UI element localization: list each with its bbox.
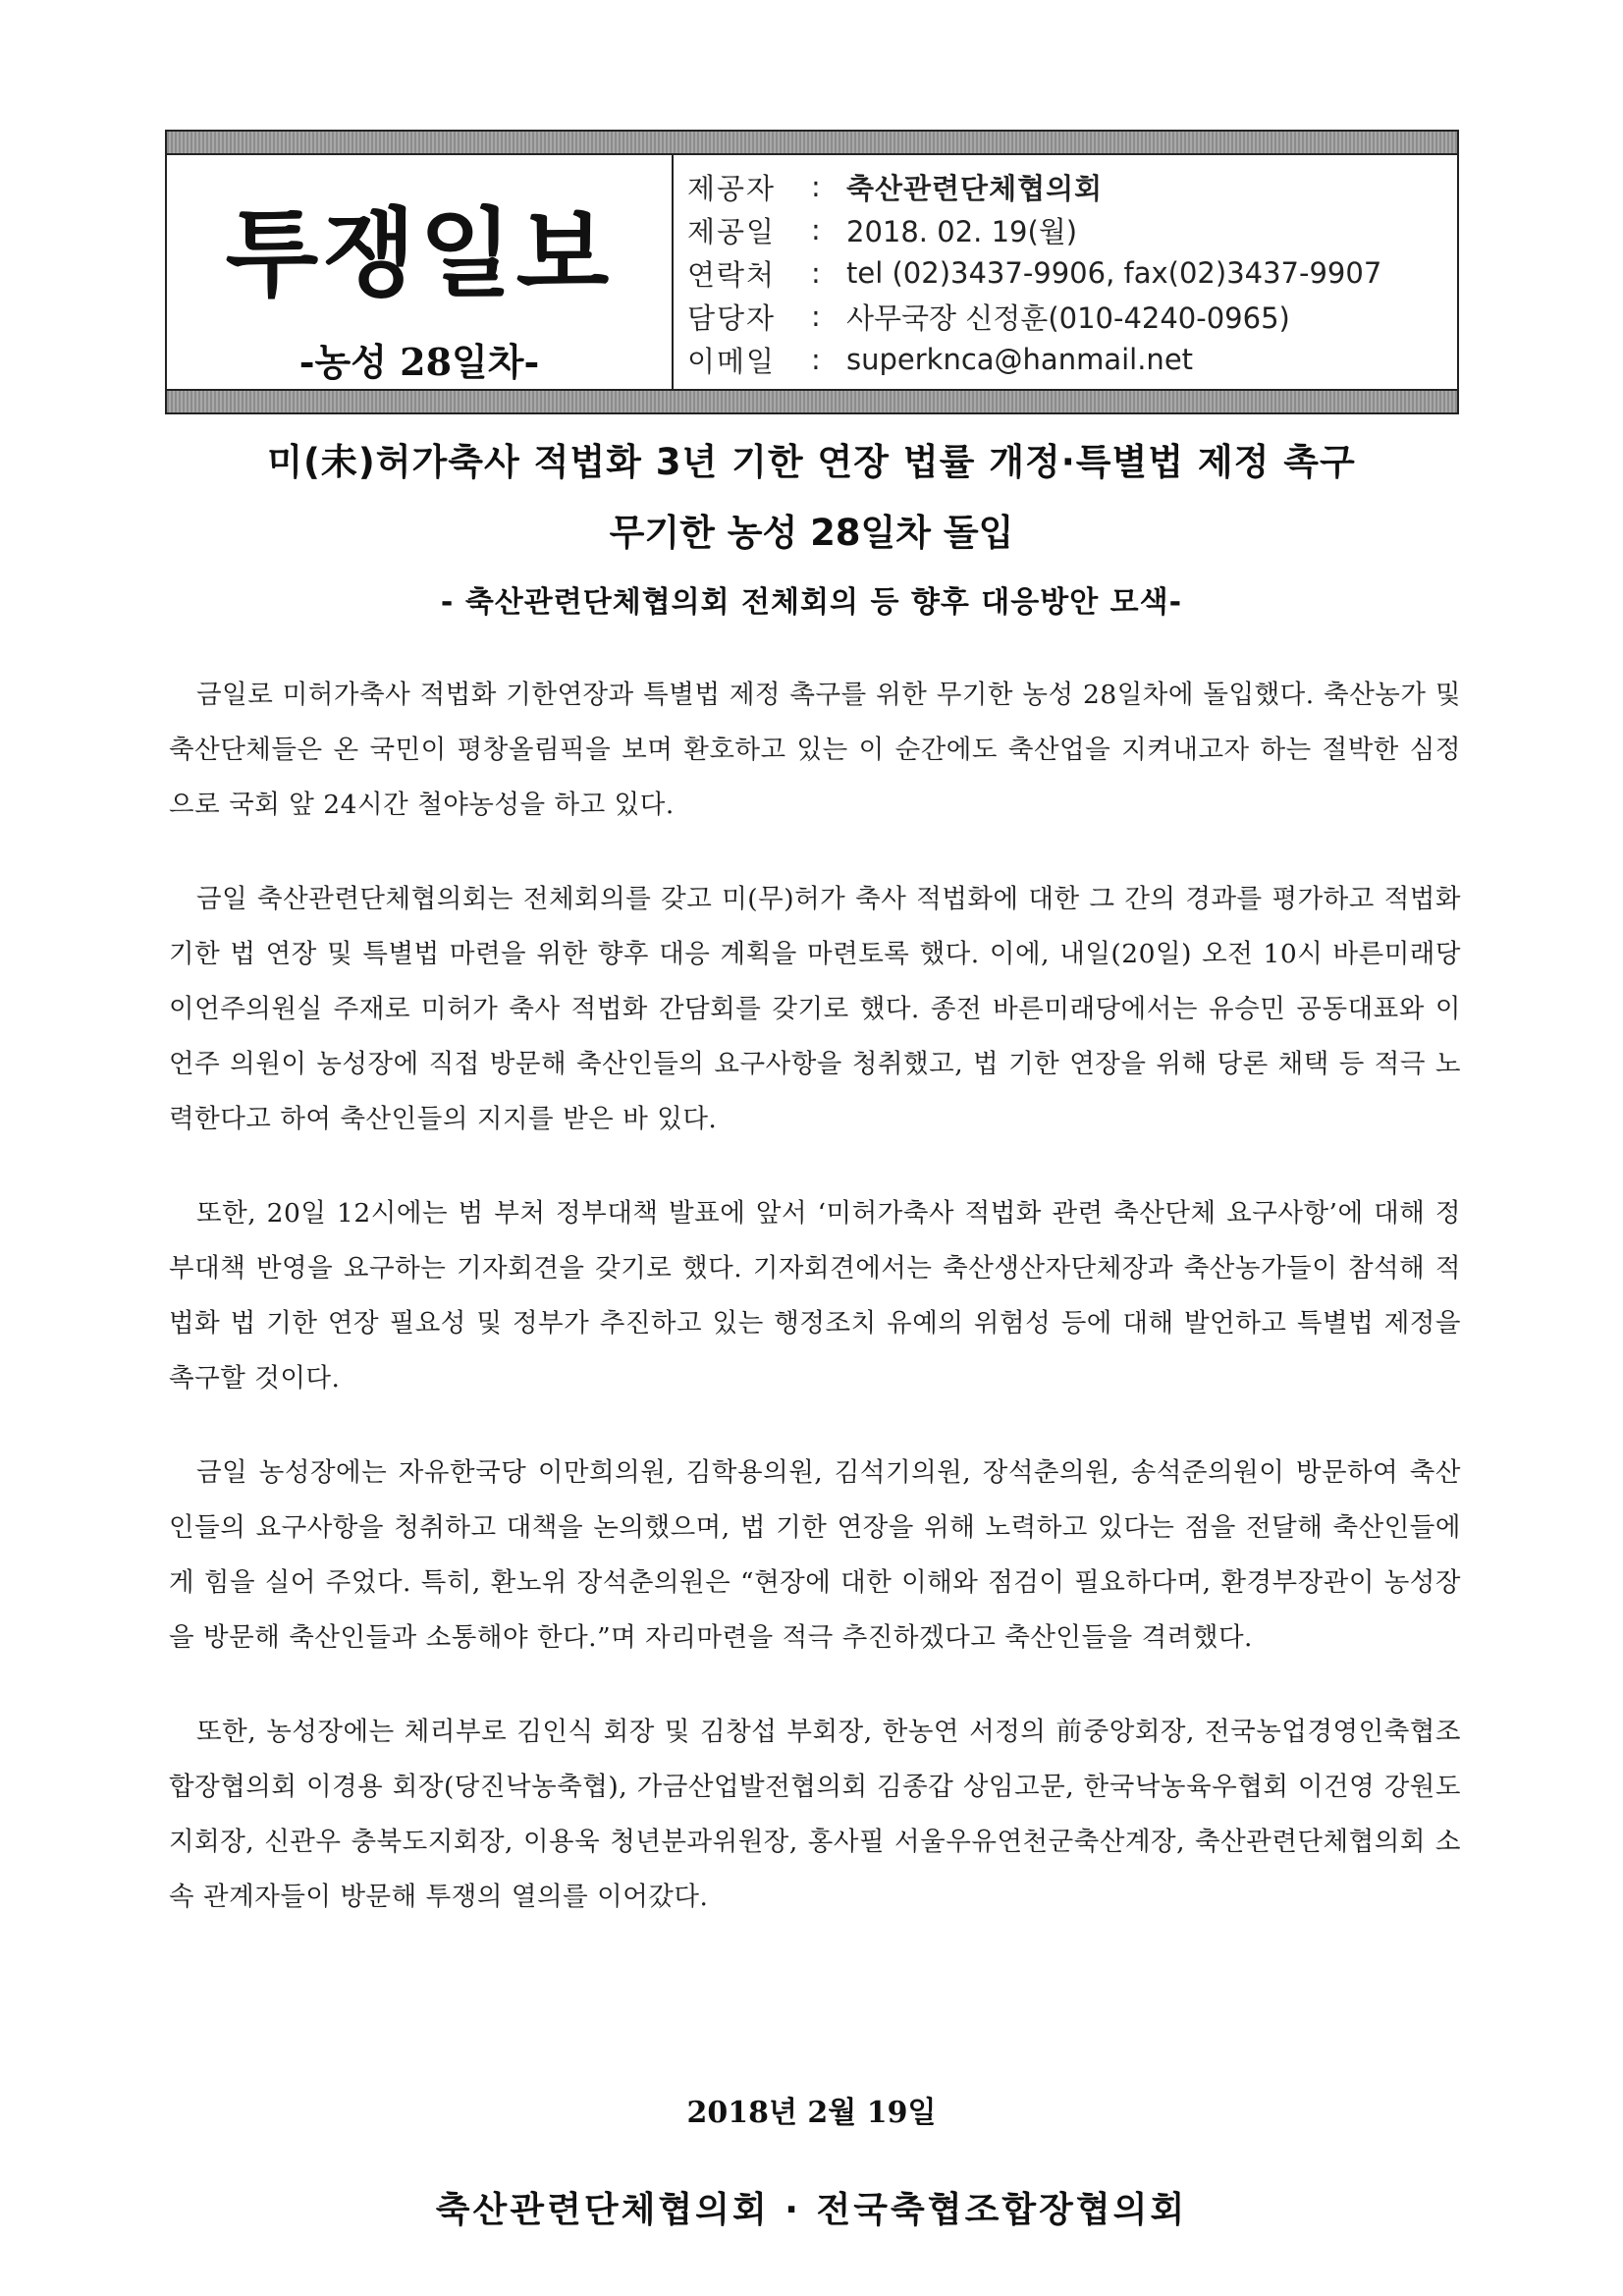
headline-main: 미(未)허가축사 적법화 3년 기한 연장 법률 개정·특별법 제정 촉구	[267, 441, 1356, 483]
masthead-subtitle: -농성 28일차-	[298, 340, 540, 384]
info-value: 축산관련단체협의회	[846, 171, 1104, 205]
info-separator: :	[811, 256, 821, 290]
info-separator: :	[811, 170, 821, 203]
info-label: 연락처	[687, 257, 777, 292]
info-separator: :	[811, 343, 821, 376]
paragraph: 금일 농성장에는 자유한국당 이만희의원, 김학용의원, 김석기의원, 장석춘의원, 송석준의원이 방문하여 축산인들의 요구사항을 청취하고 대책을 논의했으며, 법 기한 연장을 위해 노력하고 있다는 점을 전달해 축산인들에게 힘을 실어 주었다. 특히, 환노위 장석춘의원은 “현장에 대한 이해와 점검이 필요하다며, 환경부장관이 농성장을 방문해 축산인들과 소통해야 한다.”며 자리마련을 적극 추진하겠다고 축산인들을 격려했다.	[169, 1457, 1461, 1653]
contact-info	[687, 165, 1443, 381]
info-label: 제공자	[687, 171, 777, 205]
paragraph: 금일로 미허가축사 적법화 기한연장과 특별법 제정 촉구를 위한 무기한 농성 28일차에 돌입했다. 축산농가 및 축산단체들은 온 국민이 평창올림픽을 보며 환호하고 있는 이 순간에도 축산업을 지켜내고자 하는 절박한 심정으로 국회 앞 24시간 철야농성을 하고 있다.	[169, 680, 1461, 820]
header-box	[165, 130, 1459, 414]
info-value: tel (02)3437-9906, fax(02)3437-9907	[846, 256, 1382, 290]
info-value: 2018. 02. 19(월)	[846, 214, 1078, 248]
info-row-email	[687, 338, 1443, 381]
info-separator: :	[811, 213, 821, 246]
paragraph: 금일 축산관련단체협의회는 전체회의를 갖고 미(무)허가 축사 적법화에 대한 그 간의 경과를 평가하고 적법화 기한 법 연장 및 특별법 마련을 위한 향후 대응 계획을 마련토록 했다. 이에, 내일(20일) 오전 10시 바른미래당 이언주의원실 주재로 미허가 축사 적법화 간담회를 갖기로 했다. 종전 바른미래당에서는 유승민 공동대표와 이언주 의원이 농성장에 직접 방문해 축산인들의 요구사항을 청취했고, 법 기한 연장을 위해 당론 채택 등 적극 노력한다고 하여 축산인들의 지지를 받은 바 있다.	[169, 884, 1461, 1134]
release-date: 2018년 2월 19일	[686, 2096, 937, 2130]
info-row-provider	[687, 165, 1443, 208]
header-band-bottom	[167, 389, 1457, 412]
paragraph: 또한, 농성장에는 체리부로 김인식 회장 및 김창섭 부회장, 한농연 서정의 前중앙회장, 전국농업경영인축협조합장협의회 이경용 회장(당진낙농축협), 가금산업발전협의회 김종갑 상임고문, 한국낙농육우협회 이건영 강원도지회장, 신관우 충북도지회장, 이용욱 청년분과위원장, 홍사필 서울우유연천군축산계장, 축산관련단체협의회 소속 관계자들이 방문해 투쟁의 열의를 이어갔다.	[169, 1717, 1461, 1912]
headline-secondary: 무기한 농성 28일차 돌입	[609, 512, 1014, 554]
signature-organizations: 축산관련단체협의회 · 전국축협조합장협의회	[435, 2190, 1188, 2230]
header-divider	[672, 153, 674, 391]
paragraph: 또한, 20일 12시에는 범 부처 정부대책 발표에 앞서 ‘미허가축사 적법화 관련 축산단체 요구사항’에 대해 정부대책 반영을 요구하는 기자회견을 갖기로 했다. 기자회견에서는 축산생산자단체장과 축산농가들이 참석해 적법화 법 기한 연장 필요성 및 정부가 추진하고 있는 행정조치 유예의 위험성 등에 대해 발언하고 특별법 제정을 촉구할 것이다.	[169, 1198, 1461, 1394]
info-value: 사무국장 신정훈(010-4240-0965)	[846, 301, 1290, 335]
masthead-title: 투쟁일보	[225, 198, 614, 310]
info-value: superknca@hanmail.net	[846, 343, 1194, 376]
masthead	[167, 155, 672, 395]
info-row-contact	[687, 251, 1443, 295]
article-body	[169, 668, 1461, 1964]
info-separator: :	[811, 300, 821, 333]
info-row-manager	[687, 295, 1443, 338]
headline-subtitle: - 축산관련단체협의회 전체회의 등 향후 대응방안 모색-	[440, 585, 1183, 620]
info-label: 담당자	[687, 301, 777, 335]
info-row-date	[687, 208, 1443, 251]
header-band-top	[167, 132, 1457, 155]
info-label: 제공일	[687, 214, 777, 248]
info-label: 이메일	[687, 344, 777, 378]
